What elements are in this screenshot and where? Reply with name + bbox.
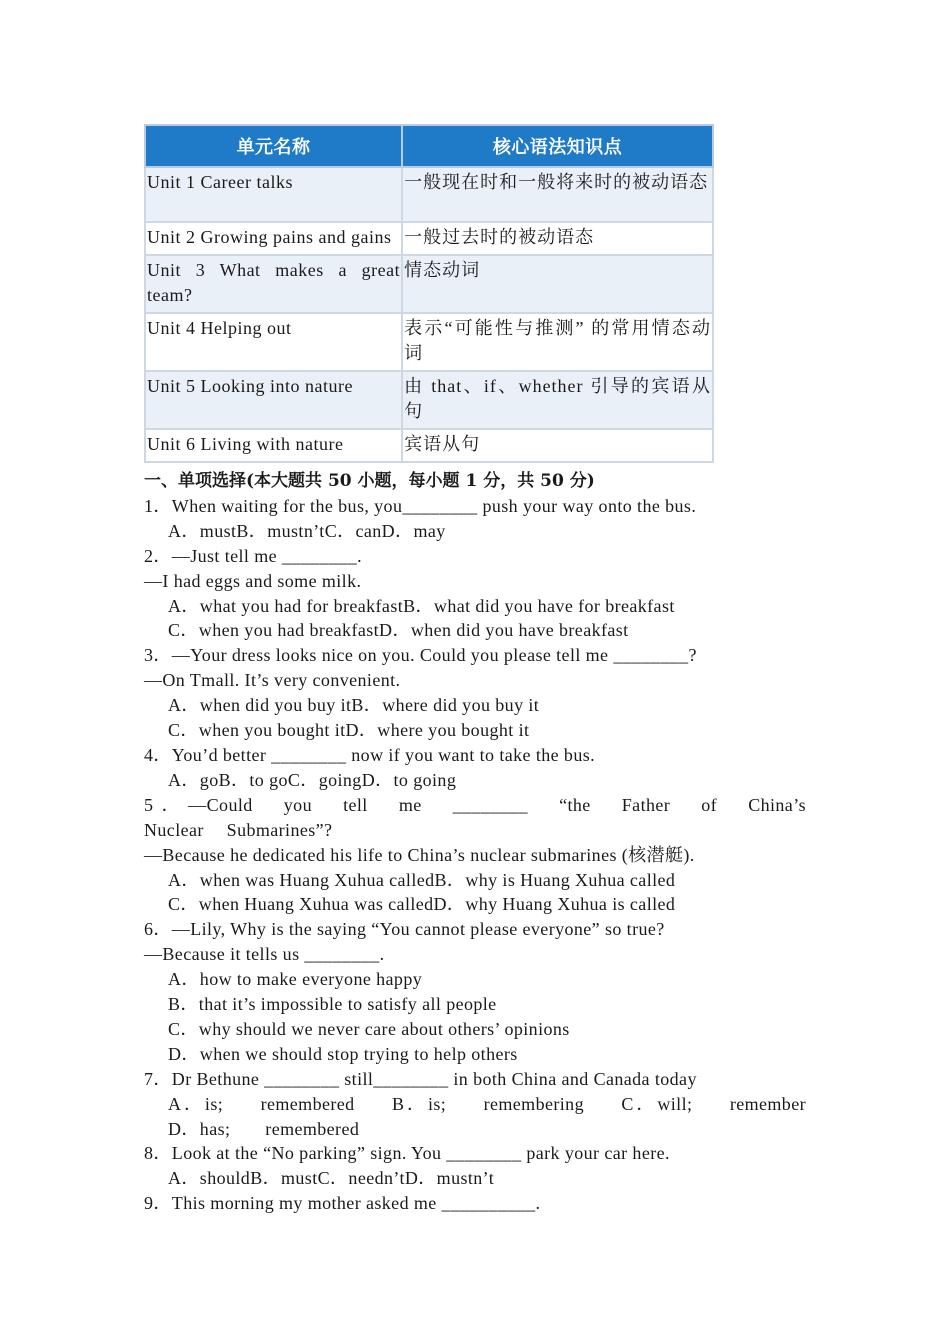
header-grammar-point: 核心语法知识点 xyxy=(402,125,713,167)
question-7-options: A．is; remembered B．is; remembering C．will; remember D．has; remembered xyxy=(168,1093,806,1139)
unit-cell: Unit 2 Growing pains and gains xyxy=(145,222,402,255)
question-list xyxy=(144,469,806,1216)
unit-cell: Unit 5 Looking into nature xyxy=(145,371,402,429)
unit-cell: Unit 3 What makes a great team? xyxy=(145,255,402,313)
question-2-options-cd: C．when you had breakfastD．when did you have breakfast xyxy=(168,620,629,641)
question-5-stem: 5．—Could you tell me ________ “the Father of China’s Nuclear Submarines”? xyxy=(144,794,806,840)
grammar-cell: 情态动词 xyxy=(402,255,713,313)
table-row xyxy=(145,222,713,255)
table-row xyxy=(145,313,713,371)
question-4-options: A．goB．to goC．goingD．to going xyxy=(168,769,457,790)
unit-cell: Unit 6 Living with nature xyxy=(145,429,402,462)
table-row xyxy=(145,371,713,429)
question-3-options-ab: A．when did you buy itB．where did you buy it xyxy=(168,695,540,716)
question-6-option-a: A．how to make everyone happy xyxy=(168,969,423,990)
grammar-cell: 由 that、if、whether 引导的宾语从句 xyxy=(402,371,713,429)
question-8-options: A．shouldB．mustC．needn’tD．mustn’t xyxy=(168,1168,495,1189)
grammar-cell: 表示“可能性与推测” 的常用情态动词 xyxy=(402,313,713,371)
question-2-options-ab: A．what you had for breakfastB．what did you have for breakfast xyxy=(168,595,675,616)
question-6-option-c: C．why should we never care about others’ opinions xyxy=(168,1018,570,1039)
question-5-options-ab: A．when was Huang Xuhua calledB．why is Huang Xuhua called xyxy=(168,869,676,890)
grammar-cell: 一般现在时和一般将来时的被动语态 xyxy=(402,167,713,222)
question-7-stem: 7．Dr Bethune ________ still________ in both China and Canada today xyxy=(144,1068,697,1089)
table-row xyxy=(145,255,713,313)
header-unit-name: 单元名称 xyxy=(145,125,402,167)
question-1-options: A．mustB．mustn’tC．canD．may xyxy=(168,520,446,541)
unit-cell: Unit 1 Career talks xyxy=(145,167,402,222)
section-title: 一、单项选择(本大题共 50 小题，每小题 1 分，共 50 分) xyxy=(144,471,595,491)
question-9-stem: 9．This morning my mother asked me __________. xyxy=(144,1193,541,1214)
question-4-stem: 4．You’d better ________ now if you want to take the bus. xyxy=(144,744,596,765)
question-3-reply: —On Tmall. It’s very convenient. xyxy=(144,670,401,691)
question-6-option-b: B．that it’s impossible to satisfy all people xyxy=(168,994,497,1015)
table-row xyxy=(145,429,713,462)
question-5-options-cd: C．when Huang Xuhua was calledD．why Huang Xuhua is called xyxy=(168,894,676,915)
question-3-stem: 3．—Your dress looks nice on you. Could you please tell me ________? xyxy=(144,645,697,666)
question-6-reply: —Because it tells us ________. xyxy=(144,944,385,965)
question-2-stem: 2．—Just tell me ________. xyxy=(144,545,362,566)
question-2-reply: —I had eggs and some milk. xyxy=(144,570,362,591)
grammar-table xyxy=(144,124,714,463)
grammar-cell: 宾语从句 xyxy=(402,429,713,462)
grammar-cell: 一般过去时的被动语态 xyxy=(402,222,713,255)
question-8-stem: 8．Look at the “No parking” sign. You ________ park your car here. xyxy=(144,1143,670,1164)
table-header-row xyxy=(145,125,713,167)
question-6-stem: 6．—Lily, Why is the saying “You cannot please everyone” so true? xyxy=(144,919,665,940)
question-1-stem: 1．When waiting for the bus, you________ push your way onto the bus. xyxy=(144,495,697,516)
unit-cell: Unit 4 Helping out xyxy=(145,313,402,371)
question-6-option-d: D．when we should stop trying to help others xyxy=(168,1043,518,1064)
question-5-reply: —Because he dedicated his life to China’s nuclear submarines (核潜艇). xyxy=(144,844,695,865)
table-row xyxy=(145,167,713,222)
question-3-options-cd: C．when you bought itD．where you bought it xyxy=(168,720,530,741)
